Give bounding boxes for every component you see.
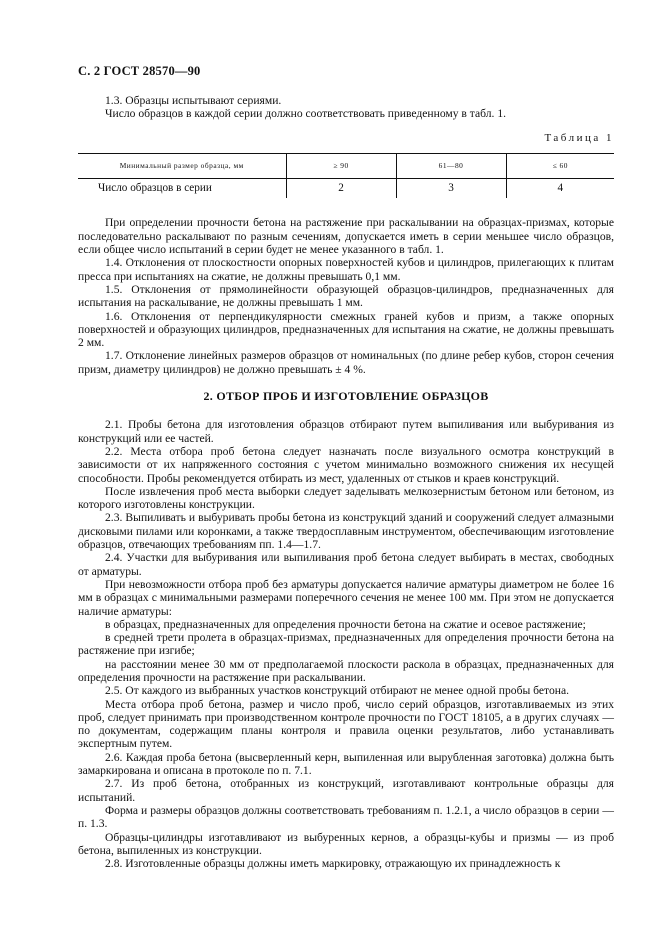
table-cell: 4 xyxy=(506,179,614,199)
table-header-cell: ≥ 90 xyxy=(286,153,396,178)
page-header: С. 2 ГОСТ 28570—90 xyxy=(78,64,201,78)
paragraph: 2.7. Из проб бетона, отобранных из конструкций, изготавливают контрольные образцы для испытаний. xyxy=(78,777,614,804)
table-row xyxy=(78,179,614,199)
paragraph: 2.1. Пробы бетона для изготовления образцов отбирают путем выпиливания или выбуривания из конструкций или ее частей. xyxy=(78,418,614,445)
paragraph: в образцах, предназначенных для определения прочности бетона на сжатие и осевое растяжение; xyxy=(105,617,586,631)
paragraph: 1.6. Отклонения от перпендикулярности смежных граней кубов и призм, а также опорных поверхностей и образующих цилиндров, предназначенных для испытания на сжатие, не должны превышать 2 мм. xyxy=(78,309,614,350)
section-title: 2. ОТБОР ПРОБ И ИЗГОТОВЛЕНИЕ ОБРАЗЦОВ xyxy=(203,389,489,404)
paragraph: Число образцов в каждой серии должно соответствовать приведенному в табл. 1. xyxy=(105,107,507,121)
paragraph: При невозможности отбора проб без арматуры допускается наличие арматуры диаметром не более 16 мм в образцах с минимальными размерами поперечного сечения не менее 100 мм. При этом не допускается наличие арматуры: xyxy=(78,577,614,618)
paragraph: 1.5. Отклонения от прямолинейности образующей образцов-цилиндров, предназначенных для испытания на раскалывание, не должны превышать 1 мм. xyxy=(78,282,614,310)
table-1 xyxy=(78,153,614,199)
paragraph: 1.4. Отклонения от плоскостности опорных поверхностей кубов и цилиндров, прилегающих к плитам пресса при испытаниях на сжатие, не должны превышать 0,1 мм. xyxy=(78,256,614,283)
paragraph: 2.2. Места отбора проб бетона следует назначать после визуального осмотра конструкций в зависимости от их напряженного состояния с учетом минимально возможного снижения их несущей способности. Пробы рекомендуется отбирать из мест, удаленных от стыков и краев конструкций. xyxy=(78,444,614,485)
table-cell: 2 xyxy=(286,179,396,199)
table-cell: 3 xyxy=(396,179,506,199)
paragraph: 1.7. Отклонение линейных размеров образцов от номинальных (по длине ребер кубов, сторон сечения призм, диаметру цилиндров) не должно превышать ± 4 %. xyxy=(78,349,614,376)
table-caption: Таблица 1 xyxy=(544,131,614,144)
paragraph: 2.8. Изготовленные образцы должны иметь маркировку, отражающую их принадлежность к xyxy=(105,857,561,871)
table-header-cell: ≤ 60 xyxy=(506,153,614,178)
table-header-row xyxy=(78,153,614,178)
paragraph: 2.5. От каждого из выбранных участков конструкций отбирают не менее одной пробы бетона. xyxy=(105,684,570,698)
paragraph: Места отбора проб бетона, размер и число проб, число серий образцов, изготавливаемых из этих проб, следует принимать при производственном контроле прочности по ГОСТ 18105, а в других случаях — по документам, содержащим планы контроля и правила оценки результатов, либо устанавливать экспертным путем. xyxy=(78,697,614,751)
paragraph: 2.4. Участки для выбуривания или выпиливания проб бетона следует выбирать в местах, свободных от арматуры. xyxy=(78,551,614,578)
document-body xyxy=(78,94,614,870)
table-header-cell: 61—80 xyxy=(396,153,506,178)
paragraph: на расстоянии менее 30 мм от предполагаемой плоскости раскола в образцах, предназначенных для определения прочности на растяжение при раскалывании. xyxy=(78,657,614,684)
paragraph: Форма и размеры образцов должны соответствовать требованиям п. 1.2.1, а число образцов в серии — п. 1.3. xyxy=(78,803,614,831)
table-header-cell: Минимальный размер образца, мм xyxy=(78,153,286,178)
paragraph: При определении прочности бетона на растяжение при раскалывании на образцах-призмах, которые последовательно раскалывают по разным сечениям, допускается иметь в серии меньшее число образцов, если общее число испытаний в серии будет не менее указанного в табл. 1. xyxy=(78,216,614,257)
paragraph: 1.3. Образцы испытывают сериями. xyxy=(105,94,282,107)
paragraph: 2.3. Выпиливать и выбуривать пробы бетона из конструкций зданий и сооружений следует алмазными дисковыми пилами или коронками, а также твердосплавным инструментом, обеспечивающим изготовление образцов, отвечающих требованиям пп. 1.4—1.7. xyxy=(78,511,614,552)
paragraph: Образцы-цилиндры изготавливают из выбуренных кернов, а образцы-кубы и призмы — из проб бетона, выпиленных из конструкции. xyxy=(78,830,614,857)
paragraph: После извлечения проб места выборки следует заделывать мелкозернистым бетоном или бетоном, из которого изготовлены конструкции. xyxy=(78,484,614,512)
table-cell: Число образцов в серии xyxy=(98,182,212,195)
paragraph: 2.6. Каждая проба бетона (высверленный керн, выпиленная или вырубленная заготовка) должна быть замаркирована и описана в протоколе по п. 7.1. xyxy=(78,750,614,778)
paragraph: в средней трети пролета в образцах-призмах, предназначенных для определения прочности бетона на растяжение при изгибе; xyxy=(78,631,614,658)
